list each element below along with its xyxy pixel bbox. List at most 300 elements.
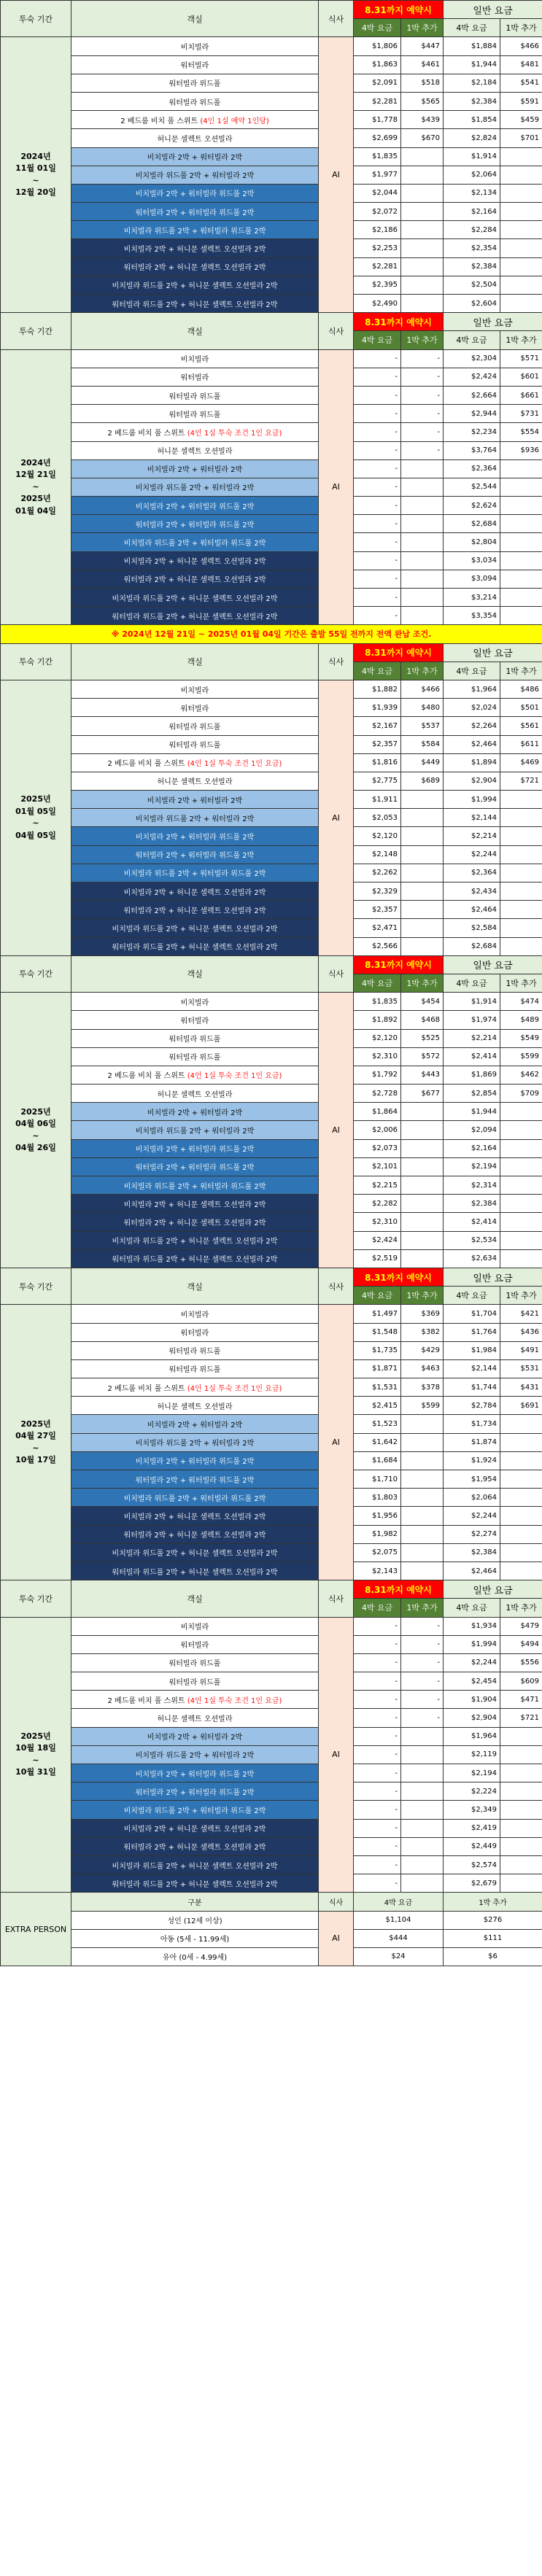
room-name-cell	[71, 184, 319, 202]
early-four-night-price: -	[354, 1837, 401, 1855]
early-extra-night-price: $537	[401, 717, 444, 735]
early-four-night-price: -	[354, 1782, 401, 1801]
room-name: 비치빌라 위드풀 2박 + 허니문 셀렉트 오션빌라 2박	[112, 282, 278, 291]
regular-extra-night-price	[500, 1415, 542, 1433]
regular-extra-night-price	[500, 1874, 542, 1893]
room-name-cell	[71, 1764, 319, 1782]
early-extra-night-price: $369	[401, 1305, 444, 1323]
room-name: 비치빌라 2박 + 워터빌라 위드풀 2박	[135, 503, 255, 511]
early-four-night-price: $2,424	[354, 1231, 401, 1249]
room-name-cell	[71, 607, 319, 625]
period-start-date: 04월 06일	[15, 1119, 56, 1129]
room-name: 비치빌라	[180, 998, 209, 1007]
room-name-cell	[71, 570, 319, 588]
room-name-cell	[71, 441, 319, 459]
room-name: 2 베드룸 비치 풀 스위트	[107, 1696, 185, 1705]
early-four-night-price: $2,329	[354, 882, 401, 901]
period-tilde: ~	[32, 818, 39, 829]
room-note: (4인 1실 투숙 조건 1인 요금)	[187, 429, 282, 438]
early-extra-night-price: -	[401, 423, 444, 441]
rate-row	[1, 864, 542, 882]
room-name: 워터빌라 위드풀 2박 + 허니문 셀렉트 오션빌라 2박	[112, 944, 278, 953]
room-name: 비치빌라 위드풀 2박 + 워터빌라 2박	[135, 1752, 255, 1761]
early-extra-night-price: -	[401, 1709, 444, 1727]
early-extra-night-price	[401, 1525, 444, 1543]
room-note: (4인 1실 예약 1인당)	[200, 117, 269, 125]
regular-extra-night-price: $474	[500, 993, 542, 1011]
rate-row	[1, 1451, 542, 1470]
period-cell	[1, 680, 71, 955]
regular-extra-night-price	[500, 203, 542, 221]
regular-four-night-price: $2,824	[444, 129, 500, 147]
room-name-cell	[71, 1029, 319, 1047]
room-name: 비치빌라 2박 + 허니문 셀렉트 오션빌라 2박	[123, 246, 266, 255]
regular-four-night-price: $2,784	[444, 1397, 500, 1415]
regular-extra-night-price	[500, 570, 542, 588]
extra-night-header: 1박 추가	[500, 331, 542, 349]
early-four-night-price: $1,803	[354, 1489, 401, 1507]
extra-row	[1, 1911, 542, 1929]
early-four-night-price: -	[354, 478, 401, 496]
regular-extra-night-price	[500, 276, 542, 294]
regular-four-night-price: $2,354	[444, 239, 500, 257]
early-four-night-price: -	[354, 1745, 401, 1764]
room-name-cell	[71, 349, 319, 368]
room-name-cell	[71, 845, 319, 864]
regular-extra-night-price	[500, 1525, 542, 1543]
room-name-cell	[71, 459, 319, 478]
rate-row	[1, 1378, 542, 1397]
extra-row	[1, 1947, 542, 1966]
room-name: 비치빌라	[180, 1623, 209, 1632]
room-name: 워터빌라 위드풀	[169, 742, 221, 750]
regular-extra-night-price: $501	[500, 699, 542, 717]
regular-four-night-price: $1,944	[444, 55, 500, 74]
four-night-header: 4박 요금	[444, 331, 500, 349]
early-four-night-price: $1,982	[354, 1525, 401, 1543]
early-four-night-price: -	[354, 1801, 401, 1819]
early-extra-night-price	[401, 864, 444, 882]
extra-type: 아동 (5세 - 11.99세)	[71, 1929, 319, 1947]
four-night-header: 4박 요금	[444, 974, 500, 992]
room-name: 비치빌라 위드풀 2박 + 허니문 셀렉트 오션빌라 2박	[112, 925, 278, 934]
room-name: 워터빌라 2박 + 허니문 셀렉트 오션빌라 2박	[123, 576, 266, 585]
period-header: 투숙 기간	[1, 313, 71, 349]
room-name-cell	[71, 386, 319, 404]
period-start-date: 10월 18일	[15, 1743, 56, 1753]
early-extra-night-price: $447	[401, 37, 444, 55]
period-header: 투숙 기간	[1, 1580, 71, 1617]
rate-row	[1, 257, 542, 276]
rate-row	[1, 1341, 542, 1359]
room-name: 비치빌라 위드풀 2박 + 워터빌라 위드풀 2박	[123, 1182, 266, 1191]
early-extra-night-price: $429	[401, 1341, 444, 1359]
payment-condition-note: ※ 2024년 12월 21일 ~ 2025년 01월 04일 기간은 출발 55일 전까지 전액 완납 조건.	[1, 625, 542, 643]
meal-cell: AI	[319, 37, 354, 313]
room-name-cell	[71, 901, 319, 919]
regular-four-night-price: $2,384	[444, 1195, 500, 1213]
period-start: 2024년	[20, 457, 51, 468]
room-name-cell	[71, 1561, 319, 1580]
rate-row	[1, 386, 542, 404]
rate-row	[1, 1415, 542, 1433]
room-name-cell	[71, 276, 319, 294]
meal-cell: AI	[319, 1617, 354, 1893]
early-extra-night-price	[401, 1176, 444, 1195]
period-start: 2025년	[20, 794, 51, 804]
room-name-cell	[71, 1653, 319, 1672]
regular-four-night-price: $2,194	[444, 1157, 500, 1176]
early-four-night-price: $2,262	[354, 864, 401, 882]
period-tilde: ~	[32, 175, 39, 185]
regular-four-night-price: $1,974	[444, 1011, 500, 1029]
period-cell	[1, 993, 71, 1268]
regular-four-night-price: $1,874	[444, 1433, 500, 1451]
room-name-cell	[71, 74, 319, 92]
extra-person-label: EXTRA PERSON	[1, 1893, 71, 1966]
early-four-night-price: -	[354, 1617, 401, 1635]
early-four-night-price: $2,357	[354, 901, 401, 919]
section-header-row	[1, 955, 542, 974]
room-name: 워터빌라	[180, 1642, 209, 1650]
regular-extra-night-price	[500, 1176, 542, 1195]
room-name: 워터빌라 위드풀	[169, 1660, 221, 1669]
rate-row	[1, 1801, 542, 1819]
early-extra-night-price	[401, 1801, 444, 1819]
rate-row	[1, 533, 542, 551]
regular-four-night-price: $2,214	[444, 827, 500, 845]
room-header: 객실	[71, 313, 319, 349]
regular-four-night-price: $1,734	[444, 1415, 500, 1433]
regular-four-night-price: $2,384	[444, 257, 500, 276]
early-extra-night-price: $518	[401, 74, 444, 92]
room-name-cell	[71, 1525, 319, 1543]
room-name-cell	[71, 993, 319, 1011]
regular-four-night-price: $2,144	[444, 809, 500, 827]
room-name: 워터빌라 위드풀	[169, 98, 221, 107]
room-header: 객실	[71, 1, 319, 37]
early-extra-night-price: $525	[401, 1029, 444, 1047]
extra-four-night-price: $1,104	[354, 1911, 444, 1929]
regular-extra-night-price: $701	[500, 129, 542, 147]
early-four-night-price: $2,471	[354, 919, 401, 937]
room-name: 워터빌라 2박 + 워터빌라 위드풀 2박	[135, 209, 255, 217]
rate-row	[1, 1176, 542, 1195]
room-name: 워터빌라 위드풀 2박 + 허니문 셀렉트 오션빌라 2박	[112, 300, 278, 309]
meal-header: 식사	[319, 1268, 354, 1304]
early-booking-header: 8.31까지 예약시	[354, 955, 444, 974]
regular-four-night-price: $2,414	[444, 1047, 500, 1066]
rate-row	[1, 1543, 542, 1561]
regular-extra-night-price	[500, 919, 542, 937]
room-name-cell	[71, 1672, 319, 1691]
room-name: 워터빌라	[180, 1017, 209, 1025]
room-name: 워터빌라 위드풀	[169, 1678, 221, 1687]
room-name: 비치빌라 2박 + 허니문 셀렉트 오션빌라 2박	[123, 558, 266, 567]
regular-four-night-price: $2,854	[444, 1085, 500, 1103]
room-name-cell	[71, 239, 319, 257]
meal-header: 식사	[319, 1, 354, 37]
early-four-night-price: -	[354, 533, 401, 551]
room-name-cell	[71, 1635, 319, 1653]
regular-four-night-price: $2,464	[444, 735, 500, 753]
early-extra-night-price: $382	[401, 1323, 444, 1341]
regular-extra-night-price	[500, 864, 542, 882]
meal-header: 식사	[319, 1580, 354, 1617]
regular-four-night-price: $2,244	[444, 845, 500, 864]
four-night-header: 4박 요금	[444, 1599, 500, 1617]
early-extra-night-price: -	[401, 1653, 444, 1672]
rate-row	[1, 129, 542, 147]
rate-row	[1, 809, 542, 827]
period-header: 투숙 기간	[1, 1, 71, 37]
early-four-night-price: -	[354, 423, 401, 441]
extra-header-row	[1, 1893, 542, 1911]
regular-extra-night-price	[500, 1157, 542, 1176]
rate-row	[1, 1305, 542, 1323]
room-name: 허니문 셀렉트 오션빌라	[157, 135, 233, 144]
early-four-night-price: $1,892	[354, 1011, 401, 1029]
period-tilde: ~	[32, 481, 39, 492]
early-four-night-price: -	[354, 1855, 401, 1874]
room-name: 비치빌라 2박 + 워터빌라 2박	[147, 796, 243, 805]
early-four-night-price: $2,120	[354, 827, 401, 845]
early-four-night-price: -	[354, 459, 401, 478]
room-name-cell	[71, 257, 319, 276]
regular-extra-night-price	[500, 1727, 542, 1745]
rate-row	[1, 1195, 542, 1213]
regular-four-night-price: $2,419	[444, 1819, 500, 1837]
period-end-date: 10월 17일	[15, 1455, 56, 1465]
regular-extra-night-price	[500, 1855, 542, 1874]
regular-extra-night-price: $494	[500, 1635, 542, 1653]
room-name: 2 베드룸 비치 풀 스위트	[107, 1384, 185, 1393]
early-extra-night-price	[401, 1561, 444, 1580]
extra-row	[1, 1929, 542, 1947]
room-name: 비치빌라 위드풀 2박 + 워터빌라 위드풀 2박	[123, 870, 266, 879]
regular-extra-night-price: $709	[500, 1085, 542, 1103]
early-four-night-price: $2,395	[354, 276, 401, 294]
early-four-night-price: $1,497	[354, 1305, 401, 1323]
regular-extra-night-price	[500, 589, 542, 607]
room-name-cell	[71, 1176, 319, 1195]
early-four-night-price: $2,281	[354, 257, 401, 276]
early-extra-night-price: -	[401, 1617, 444, 1635]
room-name-cell	[71, 37, 319, 55]
period-start-date: 04월 27일	[15, 1431, 56, 1441]
regular-four-night-price: $2,244	[444, 1653, 500, 1672]
early-extra-night-price: $463	[401, 1359, 444, 1378]
rate-row	[1, 497, 542, 515]
regular-extra-night-price: $611	[500, 735, 542, 753]
rate-row	[1, 405, 542, 423]
regular-four-night-price: $2,584	[444, 919, 500, 937]
regular-extra-night-price	[500, 551, 542, 570]
room-name: 워터빌라 위드풀 2박 + 허니문 셀렉트 오션빌라 2박	[112, 1880, 278, 1889]
regular-four-night-price: $1,944	[444, 1103, 500, 1121]
rate-row	[1, 37, 542, 55]
room-name-cell	[71, 1507, 319, 1525]
regular-four-night-price: $2,944	[444, 405, 500, 423]
rate-row	[1, 1103, 542, 1121]
room-name: 워터빌라 2박 + 워터빌라 위드풀 2박	[135, 1788, 255, 1797]
early-booking-header: 8.31까지 예약시	[354, 643, 444, 662]
room-name-cell	[71, 1819, 319, 1837]
early-extra-night-price	[401, 1231, 444, 1249]
rate-row	[1, 221, 542, 239]
regular-four-night-price: $2,664	[444, 386, 500, 404]
room-name-cell	[71, 1543, 319, 1561]
rate-row	[1, 1691, 542, 1709]
early-four-night-price: -	[354, 1764, 401, 1782]
rate-row	[1, 239, 542, 257]
period-start-date: 12월 21일	[15, 470, 56, 480]
regular-four-night-price: $2,314	[444, 1176, 500, 1195]
rate-row	[1, 680, 542, 698]
early-extra-night-price	[401, 1157, 444, 1176]
early-extra-night-price	[401, 203, 444, 221]
rate-row	[1, 1709, 542, 1727]
early-extra-night-price: $599	[401, 1397, 444, 1415]
early-booking-header: 8.31까지 예약시	[354, 1580, 444, 1599]
early-extra-night-price: -	[401, 1672, 444, 1691]
room-name: 워터빌라 2박 + 허니문 셀렉트 오션빌라 2박	[123, 1532, 266, 1540]
regular-four-night-price: $1,984	[444, 1341, 500, 1359]
early-extra-night-price	[401, 184, 444, 202]
room-name: 워터빌라 위드풀	[169, 411, 221, 419]
rate-row	[1, 515, 542, 533]
room-name: 허니문 셀렉트 오션빌라	[157, 778, 233, 787]
regular-extra-night-price	[500, 1801, 542, 1819]
early-extra-night-price	[401, 607, 444, 625]
regular-four-night-price: $1,994	[444, 1635, 500, 1653]
room-name-cell	[71, 699, 319, 717]
rate-row	[1, 1764, 542, 1782]
regular-extra-night-price	[500, 1213, 542, 1231]
room-name: 비치빌라 위드풀 2박 + 허니문 셀렉트 오션빌라 2박	[112, 1862, 278, 1871]
regular-four-night-price: $3,764	[444, 441, 500, 459]
regular-four-night-price: $2,234	[444, 423, 500, 441]
regular-four-night-price: $2,414	[444, 1213, 500, 1231]
early-four-night-price: -	[354, 515, 401, 533]
room-name: 워터빌라 위드풀 2박 + 허니문 셀렉트 오션빌라 2박	[112, 613, 278, 621]
extra-night-header: 1박 추가	[401, 662, 444, 680]
regular-extra-night-price	[500, 1249, 542, 1268]
room-name: 비치빌라 위드풀 2박 + 워터빌라 위드풀 2박	[123, 1807, 266, 1815]
early-extra-night-price: -	[401, 368, 444, 386]
room-name: 비치빌라 위드풀 2박 + 워터빌라 2박	[135, 815, 255, 823]
room-name: 비치빌라 2박 + 워터빌라 2박	[147, 1421, 243, 1430]
regular-four-night-price: $2,449	[444, 1837, 500, 1855]
regular-extra-night-price: $431	[500, 1378, 542, 1397]
rate-row	[1, 55, 542, 74]
extra-type: 성인 (12세 이상)	[71, 1911, 319, 1929]
room-name-cell	[71, 1305, 319, 1323]
early-four-night-price: $1,778	[354, 111, 401, 129]
early-extra-night-price: $480	[401, 699, 444, 717]
rate-row	[1, 184, 542, 202]
early-four-night-price: -	[354, 1727, 401, 1745]
regular-extra-night-price: $571	[500, 349, 542, 368]
early-extra-night-price	[401, 845, 444, 864]
regular-four-night-price: $2,184	[444, 74, 500, 92]
early-extra-night-price: $443	[401, 1066, 444, 1084]
early-four-night-price: $2,357	[354, 735, 401, 753]
regular-four-night-price: $2,904	[444, 1709, 500, 1727]
room-name-cell	[71, 1727, 319, 1745]
early-extra-night-price	[401, 1433, 444, 1451]
room-name: 워터빌라	[180, 374, 209, 383]
room-name: 비치빌라 2박 + 허니문 셀렉트 오션빌라 2박	[123, 1826, 266, 1834]
extra-night-header: 1박 추가	[500, 974, 542, 992]
room-name-cell	[71, 129, 319, 147]
room-name: 워터빌라 2박 + 허니문 셀렉트 오션빌라 2박	[123, 264, 266, 273]
regular-four-night-price: $1,894	[444, 753, 500, 772]
rate-row	[1, 295, 542, 313]
early-extra-night-price	[401, 1139, 444, 1157]
early-four-night-price: $2,053	[354, 809, 401, 827]
regular-four-night-price: $2,164	[444, 1139, 500, 1157]
rate-row	[1, 111, 542, 129]
regular-four-night-price: $2,224	[444, 1782, 500, 1801]
early-extra-night-price	[401, 239, 444, 257]
room-name-cell	[71, 1415, 319, 1433]
early-four-night-price: $2,310	[354, 1047, 401, 1066]
room-name-cell	[71, 1709, 319, 1727]
early-extra-night-price	[401, 295, 444, 313]
early-extra-night-price: $468	[401, 1011, 444, 1029]
early-four-night-price: $1,684	[354, 1451, 401, 1470]
room-name-cell	[71, 1397, 319, 1415]
rate-row	[1, 1617, 542, 1635]
regular-four-night-price: $2,424	[444, 368, 500, 386]
regular-rate-header: 일반 요금	[444, 1580, 542, 1599]
early-extra-night-price: $466	[401, 680, 444, 698]
regular-four-night-price: $2,434	[444, 882, 500, 901]
extra-type-header: 구분	[71, 1893, 319, 1911]
early-extra-night-price	[401, 589, 444, 607]
meal-header: 식사	[319, 643, 354, 680]
early-four-night-price: $2,310	[354, 1213, 401, 1231]
room-name: 워터빌라	[180, 1330, 209, 1338]
room-name-cell	[71, 937, 319, 955]
room-header: 객실	[71, 1580, 319, 1617]
early-four-night-price: $1,816	[354, 753, 401, 772]
four-night-header: 4박 요금	[354, 662, 401, 680]
regular-extra-night-price	[500, 827, 542, 845]
early-four-night-price: $1,956	[354, 1507, 401, 1525]
room-name-cell	[71, 1011, 319, 1029]
early-four-night-price: $1,806	[354, 37, 401, 55]
regular-extra-night-price	[500, 901, 542, 919]
room-name-cell	[71, 533, 319, 551]
regular-extra-night-price: $556	[500, 1653, 542, 1672]
room-name-cell	[71, 864, 319, 882]
rate-row	[1, 1359, 542, 1378]
rate-row	[1, 74, 542, 92]
room-name: 워터빌라 2박 + 워터빌라 위드풀 2박	[135, 1164, 255, 1173]
regular-extra-night-price: $561	[500, 717, 542, 735]
early-extra-night-price: $572	[401, 1047, 444, 1066]
rate-row	[1, 551, 542, 570]
early-four-night-price: -	[354, 405, 401, 423]
early-extra-night-price	[401, 827, 444, 845]
regular-four-night-price: $2,214	[444, 1029, 500, 1047]
early-extra-night-price: -	[401, 1635, 444, 1653]
room-name-cell	[71, 680, 319, 698]
section-header-row	[1, 1580, 542, 1599]
regular-four-night-price: $1,914	[444, 993, 500, 1011]
